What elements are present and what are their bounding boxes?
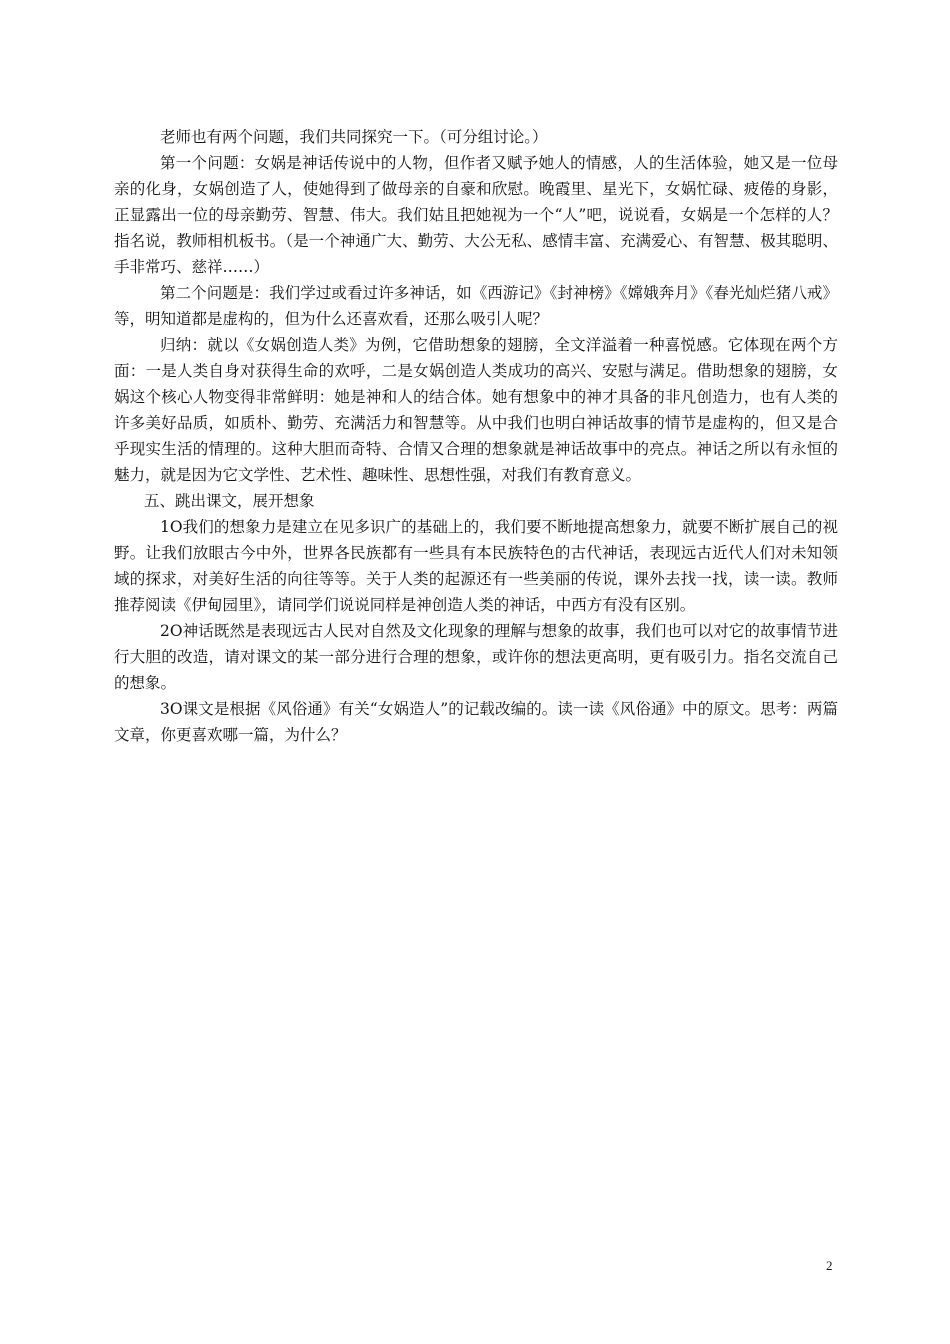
paragraph-intro: 老师也有两个问题，我们共同探究一下。（可分组讨论。） — [160, 128, 548, 146]
paragraph-item-one: 1О我们的想象力是建立在见多识广的基础上的，我们要不断地提高想象力，就要不断扩展自己的视野。让我们放眼古今中外，世界各民族都有一些具有本民族特色的古代神话，表现远古近代人们对未知领域的探求，对美好生活的向往等等。关于人类的起源还有一些美丽的传说，课外去找一找，读一读。教师推荐阅读《伊甸园里》，请同学们说说同样是神创造人类的神话，中西方有没有区别。 — [114, 518, 838, 614]
section-heading: 五、跳出课文，展开想象 — [144, 492, 315, 510]
paragraph-item-two: 2О神话既然是表现远古人民对自然及文化现象的理解与想象的故事，我们也可以对它的故事情节进行大胆的改造，请对课文的某一部分进行合理的想象，或许你的想法更高明，更有吸引力。指名交流自己的想象。 — [114, 622, 838, 692]
paragraph-question-two: 第二个问题是：我们学过或看过许多神话，如《西游记》《封神榜》《嫦娥奔月》《春光灿烂猪八戒》等，明知道都是虚构的，但为什么还喜欢看，还那么吸引人呢？ — [114, 284, 838, 328]
paragraph-question-one: 第一个问题：女娲是神话传说中的人物，但作者又赋予她人的情感，人的生活体验，她又是一位母亲的化身，女娲创造了人，使她得到了做母亲的自豪和欣慰。晚霞里、星光下，女娲忙碌、疲倦的身影，正显露出一位的母亲勤劳、智慧、伟大。我们姑且把她视为一个“人”吧，说说看，女娲是一个怎样的人？指名说，教师相机板书。（是一个神通广大、勤劳、大公无私、感情丰富、充满爱心、有智慧、极其聪明、手非常巧、慈祥……） — [114, 154, 838, 276]
paragraph-item-three: 3О课文是根据《风俗通》有关“女娲造人”的记载改编的。读一读《风俗通》中的原文。思考：两篇文章，你更喜欢哪一篇，为什么？ — [114, 700, 838, 744]
paragraph-summary: 归纳：就以《女娲创造人类》为例，它借助想象的翅膀，全文洋溢着一种喜悦感。它体现在两个方面：一是人类自身对获得生命的欢呼，二是女娲创造人类成功的高兴、安慰与满足。借助想象的翅膀，女娲这个核心人物变得非常鲜明：她是神和人的结合体。她有想象中的神才具备的非凡创造力，也有人类的许多美好品质，如质朴、勤劳、充满活力和智慧等。从中我们也明白神话故事的情节是虚构的，但又是合乎现实生活的情理的。这种大胆而奇特、合情又合理的想象就是神话故事中的亮点。神话之所以有永恒的魅力，就是因为它文学性、艺术性、趣味性、思想性强，对我们有教育意义。 — [114, 336, 838, 484]
page-number: 2 — [826, 1258, 833, 1273]
document-body — [114, 124, 838, 748]
